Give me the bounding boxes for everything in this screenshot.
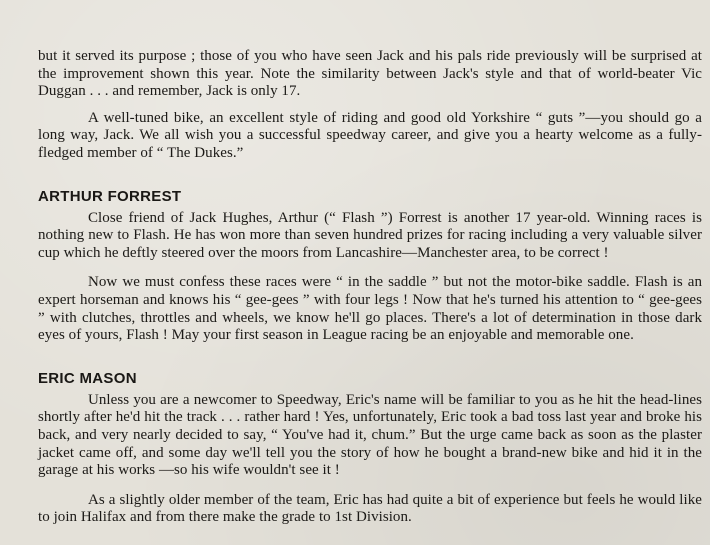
rider-heading-eric-mason: ERIC MASON [38, 369, 137, 387]
jack-hughes-continuation: but it served its purpose ; those of you who have seen Jack and his pals ride previously will be surprised at the improvement shown this year. Note the similarity between Jack's style and that of world-beater Vic Duggan . . . and remember, Jack is only 17. [38, 48, 702, 100]
rider-profile-eric-mason [38, 370, 702, 527]
eric-mason-paragraph-2: As a slightly older member of the team, Eric has had quite a bit of experience but feels he would like to join Halifax and from there make the grade to 1st Division. [38, 491, 702, 526]
rider-heading-arthur-forrest: ARTHUR FORREST [38, 187, 182, 205]
page-body [38, 48, 702, 527]
jack-hughes-closing: A well-tuned bike, an excellent style of riding and good old Yorkshire “ guts ”—you should go a long way, Jack. We all wish you a successful speedway career, and give you a hearty welcome as a fully-fledged member of “ The Dukes.” [38, 109, 702, 161]
rider-profile-arthur-forrest [38, 188, 702, 345]
arthur-forrest-paragraph-2: Now we must confess these races were “ in the saddle ” but not the motor-bike saddle. Flash is an expert horseman and knows his “ gee-gees ” with four legs ! Now that he's turned his attention to “ gee-gees ” with clutches, throttles and wheels, we know he'll go places. There's a lot of determination in those dark eyes of yours, Flash ! May your first season in League racing be an enjoyable and memorable one. [38, 274, 702, 344]
eric-mason-paragraph-1: Unless you are a newcomer to Speedway, Eric's name will be familiar to you as he hit the head-lines shortly after he'd hit the track . . . rather hard ! Yes, unfortunately, Eric took a bad toss last year and broke his back, and very nearly decided to say, “ You've had it, chum.” But the urge came back as soon as the plaster jacket came off, and some day we'll tell you the story of how he bought a brand-new bike and hid it in the garage at his works —so his wife wouldn't see it ! [38, 391, 702, 479]
arthur-forrest-paragraph-1: Close friend of Jack Hughes, Arthur (“ Flash ”) Forrest is another 17 year-old. Winning races is nothing new to Flash. He has won more than seven hundred prizes for racing including a very valuable silver cup which he deftly steered over the moors from Lancashire—Manchester area, to be correct ! [38, 209, 702, 261]
